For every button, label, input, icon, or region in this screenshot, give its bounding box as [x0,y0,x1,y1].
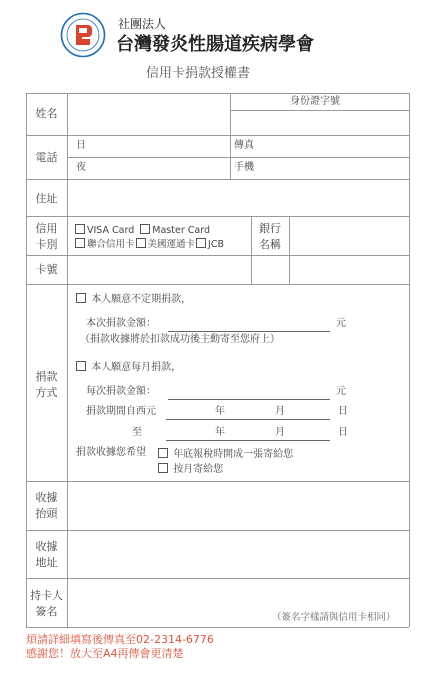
phone-label: 電話 [35,151,58,164]
mobile-label: 手機 [234,162,254,173]
receipt-yearly-checkbox[interactable] [158,448,168,458]
period-to-field[interactable] [166,440,330,441]
one-time-option: 本人願意不定期捐款， [76,293,191,305]
union-card-checkbox[interactable] [75,238,85,248]
receipt-title-label: 收據 抬頭 [35,491,58,520]
period-from-year: 年 [215,406,225,417]
amex-checkbox[interactable] [136,238,146,248]
donation-method-label: 捐款 方式 [35,370,58,399]
period-from-field[interactable] [166,419,330,420]
monthly-checkbox[interactable] [76,361,86,371]
monthly-option: 本人願意每月捐款， [76,361,181,373]
address-label: 住址 [35,192,58,205]
bank-name-label: 銀行 名稱 [259,222,281,251]
name-label: 姓名 [35,107,58,120]
receipt-address-field[interactable] [68,531,408,577]
monthly-amount-field[interactable] [168,399,330,400]
monthly-yuan: 元 [336,386,346,397]
receipt-yearly-option: 年底報稅時開成一張寄給您 [158,448,293,460]
period-from-day: 日 [338,406,348,417]
phone-day-label: 日 [76,140,86,151]
org-logo [60,12,106,58]
fax-label: 傳真 [234,140,254,151]
visa-checkbox[interactable] [75,224,85,234]
mastercard-checkbox[interactable] [140,224,150,234]
form-title: 信用卡捐款授權書 [146,66,251,81]
org-name: 台灣發炎性腸道疾病學會 [116,34,314,55]
fax-field[interactable] [256,136,408,156]
receipt-monthly-option: 按月寄給您 [158,463,223,475]
card-number-field[interactable] [68,256,408,283]
period-to-day: 日 [338,427,348,438]
one-time-yuan: 元 [336,318,346,329]
mobile-field[interactable] [256,158,408,178]
one-time-checkbox[interactable] [76,293,86,303]
card-options-row1: VISA Card Master Card [75,224,210,236]
phone-night-label: 夜 [76,162,86,173]
one-time-amount-label: 本次捐款金額： [86,318,156,329]
period-to-month: 月 [275,427,285,438]
one-time-amount-field[interactable] [168,331,330,332]
period-from-month: 月 [275,406,285,417]
card-type-label: 信用 卡別 [35,222,58,251]
receipt-address-label: 收據 地址 [35,540,58,569]
signature-note: （簽名字樣請與信用卡相同） [272,612,396,623]
address-field[interactable] [68,180,408,215]
period-to-year: 年 [215,427,225,438]
one-time-note: （捐款收據將於扣款成功後主動寄至您府上） [80,334,280,345]
jcb-checkbox[interactable] [196,238,206,248]
cardholder-signature-label: 持卡人 簽名 [30,589,63,618]
fax-instruction: 煩請詳細填寫後傳真至02-2314-6776 [26,633,214,646]
id-number-field[interactable] [231,111,408,134]
org-type: 社團法人 [118,17,167,31]
receipt-title-field[interactable] [68,482,408,529]
thanks-note: 感謝您！放大至A4再傳會更清楚 [26,647,184,660]
card-number-label: 卡號 [35,263,58,276]
receipt-preference-label: 捐款收據您希望 [76,447,146,458]
bank-name-field[interactable] [290,217,408,254]
card-options-row2: 聯合信用卡 美國運通卡 JCB [75,238,224,250]
phone-night-field[interactable] [90,158,228,178]
name-field[interactable] [68,94,229,134]
period-to-label: 至 [132,427,142,438]
phone-day-field[interactable] [90,136,228,156]
id-number-label: 身份證字號 [290,96,340,107]
period-from-label: 捐款期間自西元 [86,406,156,417]
monthly-amount-label: 每次捐款金額： [86,386,156,397]
receipt-monthly-checkbox[interactable] [158,463,168,473]
